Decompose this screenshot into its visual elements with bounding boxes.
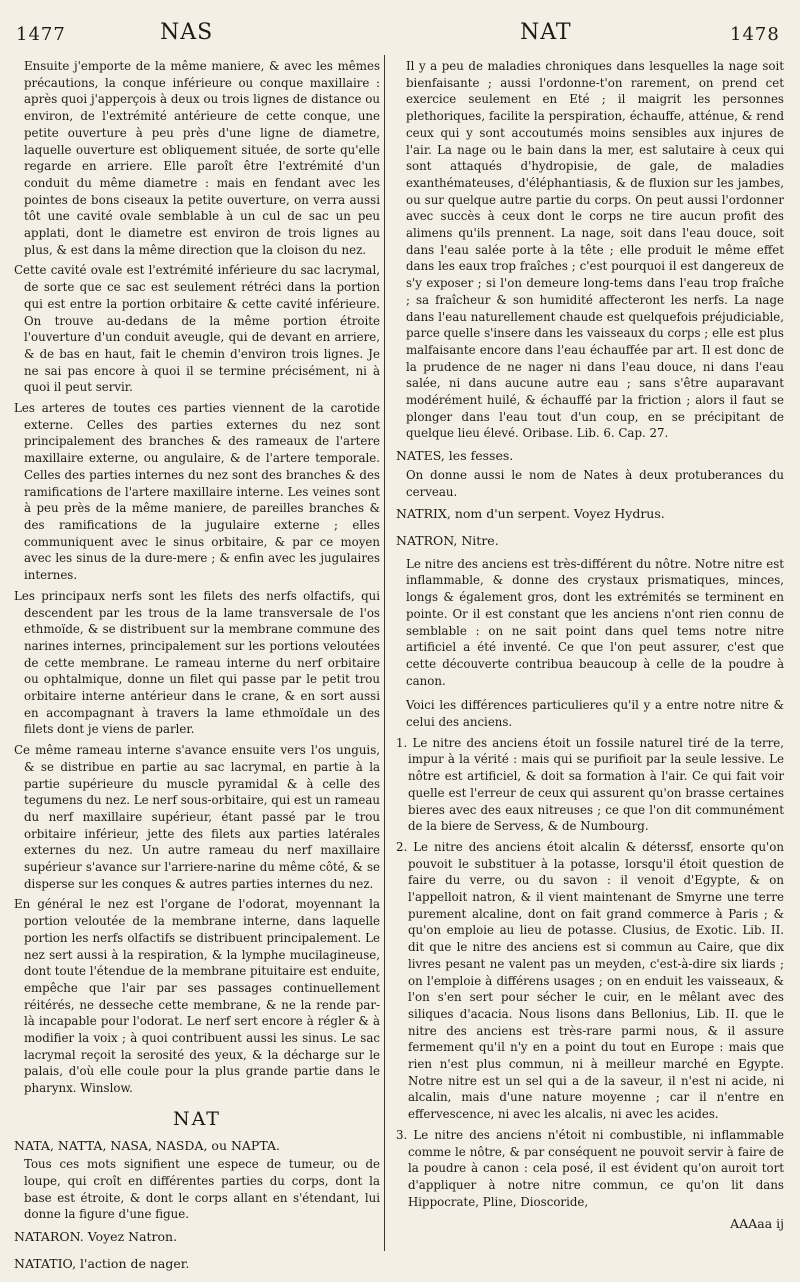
right-page-number: 1478 — [730, 24, 780, 45]
paragraph: Il y a peu de maladies chroniques dans lesquelles la nage soit bienfaisante ; aussi l'ordonne-t'on rarement, on prend cet exercice seulement en Eté ; il maigrit les personnes plethoriques, facilite la perspiration, échauffe, atténue, & rend ceux qui y sont accoutumés moins sensibles aux injures de l'air. La nage ou le bain dans la mer, est salutaire à ceux qui sont attaqués d'hydropisie, de gale, de maladies exanthémateuses, d'éléphantiasis, & de fluxion sur les jambes, ou sur quelque autre partie du corps. On peut aussi l'ordonner avec succès à ceux dont le corps ne tire aucun profit des alimens qu'ils prennent. La nage, soit dans l'eau douce, soit dans l'eau salée porte à la tête ; elle produit le même effet dans les eaux trop fraîches ; c'est pourquoi il est dangereux de s'y exposer ; si l'on demeure long-tems dans l'eau trop fraîche ; sa fraîcheur & son humidité affecteront les nerfs. La nage dans l'eau naturellement chaude est quelquefois préjudiciable, parce quelle s'insere dans les vaisseaux du corps ; elle est plus malfaisante encore dans l'eau échauffée par art. Il est donc de la prudence de ne nager ni dans l'eau douce, ni dans l'eau salée, ni dans aucune autre eau ; sans s'être auparavant modérément huilé, & échauffé par la friction ; alors il faut se plonger dans l'eau tout d'un coup, en se précipitant de quelque lieu élevé. Oribase. Lib. 6. Cap. 27. — [406, 59, 784, 441]
entry-text: On donne aussi le nom de Nates à deux protuberances du cerveau. — [406, 467, 784, 499]
list-item: 3. Le nitre des anciens n'étoit ni combustible, ni inflammable comme le nôtre, & par conséquent ne pouvoit servir à faire de la poudre à canon : cela posé, il est évident qu'on auroit tort d'appliquer à notre nitre commun, ce qu'on lit dans Hippocrate, Pline, Dioscoride, — [396, 1127, 784, 1209]
paragraph: Ensuite j'emporte de la même maniere, & avec les mêmes précautions, la conque inférieure ou conque maxillaire : après quoi j'apperçois à deux ou trois lignes de distance ou environ, de l'extrémité antérieure de cette conque, une petite ouverture à peu près d'une ligne de diametre, laquelle ouverture est obliquement située, de sorte qu'elle regarde en arriere. Elle paroît être l'extrémité d'un conduit du même diametre : mais en fendant avec les pointes de bons ciseaux la petite ouverture, on verra aussi tôt une cavité ovale semblable à un cul de sac un peu applati, dont le diametre est environ de trois lignes au plus, & est dans la même direction que la cloison du nez. — [24, 59, 380, 257]
paragraph: Les principaux nerfs sont les filets des nerfs olfactifs, qui descendent par les trous de la lame transversale de l'os ethmoïde, & se distribuent sur la membrane commune des narines internes, principalement sur les portions veloutées de cette membrane. Le rameau interne du nerf orbitaire ou ophtalmique, donne un filet qui passe par le petit trou orbitaire interne antérieur dans le crane, & en sort aussi en accompagnant à travers la lame ethmoïdale un des filets dont je viens de parler. — [14, 588, 380, 737]
paragraph: Le nitre des anciens est très-différent du nôtre. Notre nitre est inflammable, & donne des crystaux prismatiques, minces, longs & également gros, dont les extrémités se terminent en pointe. Or il est constant que les anciens n'ont rien connu de semblable : on ne sait point dans quel tems notre nitre artificiel a été inventé. Ce que l'on peut assurer, c'est que cette découverte contribua beaucoup à celle de la poudre à canon. — [406, 556, 784, 688]
left-column — [14, 58, 380, 1275]
signature-mark: AAAaa ij — [730, 1216, 784, 1232]
entry-heading: NATATIO, l'action de nager. — [14, 1255, 190, 1271]
paragraph: Ce même rameau interne s'avance ensuite vers l'os unguis, & se distribue en partie au sac lacrymal, en partie à la partie supérieure du muscle pyramidal & à celle des tegumens du nez. Le nerf sous-orbitaire, qui est un rameau du nerf maxillaire supérieur, étant passé par le trou orbitaire inférieur, jette des filets aux parties latérales externes du nez. Un autre rameau du nerf maxillaire supérieur s'avance sur l'arriere-narine du même côté, & se disperse sur les conques & autres parties internes du nez. — [14, 743, 380, 891]
paragraph: Cette cavité ovale est l'extrémité inférieure du sac lacrymal, de sorte que ce sac est seulement rétréci dans la portion qui est entre la portion orbitaire & cette cavité inférieure. On trouve au-dedans de la même portion étroite l'ouverture d'un conduit aveugle, qui de devant en arriere, & de bas en haut, fait le chemin d'environ trois lignes. Je ne sai pas encore à quoi il se termine précisément, ni à quoi il peut servir. — [14, 263, 380, 395]
paragraph: En général le nez est l'organe de l'odorat, moyennant la portion veloutée de la membrane interne, dans laquelle portion les nerfs olfactifs se distribuent principalement. Le nez sert aussi à la respiration, & la lymphe mucilagineuse, dont toute l'étendue de la membrane pituitaire est enduite, empêche que l'air par ses passages continuellement réitérés, ne desseche cette membrane, & ne la rende par-là incapable pour l'odorat. Le nerf sert encore à régler & à modifier la voix ; à quoi contribuent aussi les sinus. Le sac lacrymal reçoit la serosité des yeux, & la décharge sur le palais, d'où elle coule pour la plus grande partie dans le pharynx. Winslow. — [14, 897, 380, 1096]
right-column — [396, 58, 784, 1233]
left-page-number: 1477 — [16, 24, 66, 45]
section-heading: NAT — [173, 1107, 221, 1130]
entry-heading: NATRON, Nitre. — [396, 532, 499, 548]
left-running-head: NAS — [160, 20, 214, 45]
entry-text: Tous ces mots signifient une espece de tumeur, ou de loupe, qui croît en différentes parties du corps, dont la base est étroite, & dont le corps allant en s'étendant, lui donne la figure d'une figue. — [24, 1157, 380, 1222]
entry-heading: NATA, NATTA, NASA, NASDA, ou NAPTA. — [14, 1137, 280, 1153]
entry-heading: NATRIX, nom d'un serpent. Voyez Hydrus. — [396, 506, 665, 522]
entry-heading: NATES, les fesses. — [396, 448, 514, 464]
paragraph: Voici les différences particulieres qu'il y a entre notre nitre & celui des anciens. — [406, 698, 784, 730]
paragraph: Les arteres de toutes ces parties viennent de la carotide externe. Celles des parties externes du nez sont principalement des branches & des rameaux de l'artere maxillaire externe, ou angulaire, & de l'artere temporale. Celles des parties internes du nez sont des branches & des ramifications de l'artere maxillaire interne. Les veines sont à peu près de la même maniere, de pareilles branches & des ramifications de la jugulaire externe ; elles communiquent avec le sinus orbitaire, & par ce moyen avec les sinus de la dure-mere ; & enfin avec les jugulaires internes. — [14, 401, 380, 583]
right-running-head: NAT — [520, 20, 572, 45]
entry-heading: NATARON. Voyez Natron. — [14, 1229, 178, 1245]
column-divider — [384, 55, 385, 1251]
list-item: 2. Le nitre des anciens étoit alcalin & déterssf, ensorte qu'on pouvoit le substituer à la potasse, lorsqu'il étoit question de faire du verre, ou du savon : il venoit d'Egypte, & on l'appelloit natron, & il vient maintenant de Smyrne une terre purement alcaline, dont on fait grand commerce à Paris ; & qu'on emploie au lieu de potasse. Clusius, de Exotic. Lib. II. dit que le nitre des anciens est si commun au Caire, que dix livres pesant ne valent pas un meyden, c'est-à-dire six liards ; on l'emploie à différens usages ; on en enduit les vaisseaux, & l'on s'en sert pour sécher le cuir, en le mêlant avec des siliques d'acacia. Nous lisons dans Bellonius, Lib. II. que le nitre des anciens est très-rare parmi nous, & il assure fermement qu'il n'y en a point du tout en Europe : mais que rien n'est plus commun, ni à meilleur marché en Egypte. Notre nitre est un sel qui a de la saveur, il n'est ni acide, ni alcalin, mais d'une nature moyenne ; car il n'entre en effervescence, ni avec les alcalis, ni avec les acides. — [396, 839, 784, 1122]
list-item: 1. Le nitre des anciens étoit un fossile naturel tiré de la terre, impur à la vérité : mais qui se purifioit par la seule lessive. Le nôtre est artificiel, & doit sa formation à l'air. Ce qui fait voir quelle est l'erreur de ceux qui assurent qu'on brasse certaines bieres avec des eaux nitreuses ; ce que l'on dit communément de la biere de Servess, & de Numbourg. — [396, 735, 784, 834]
